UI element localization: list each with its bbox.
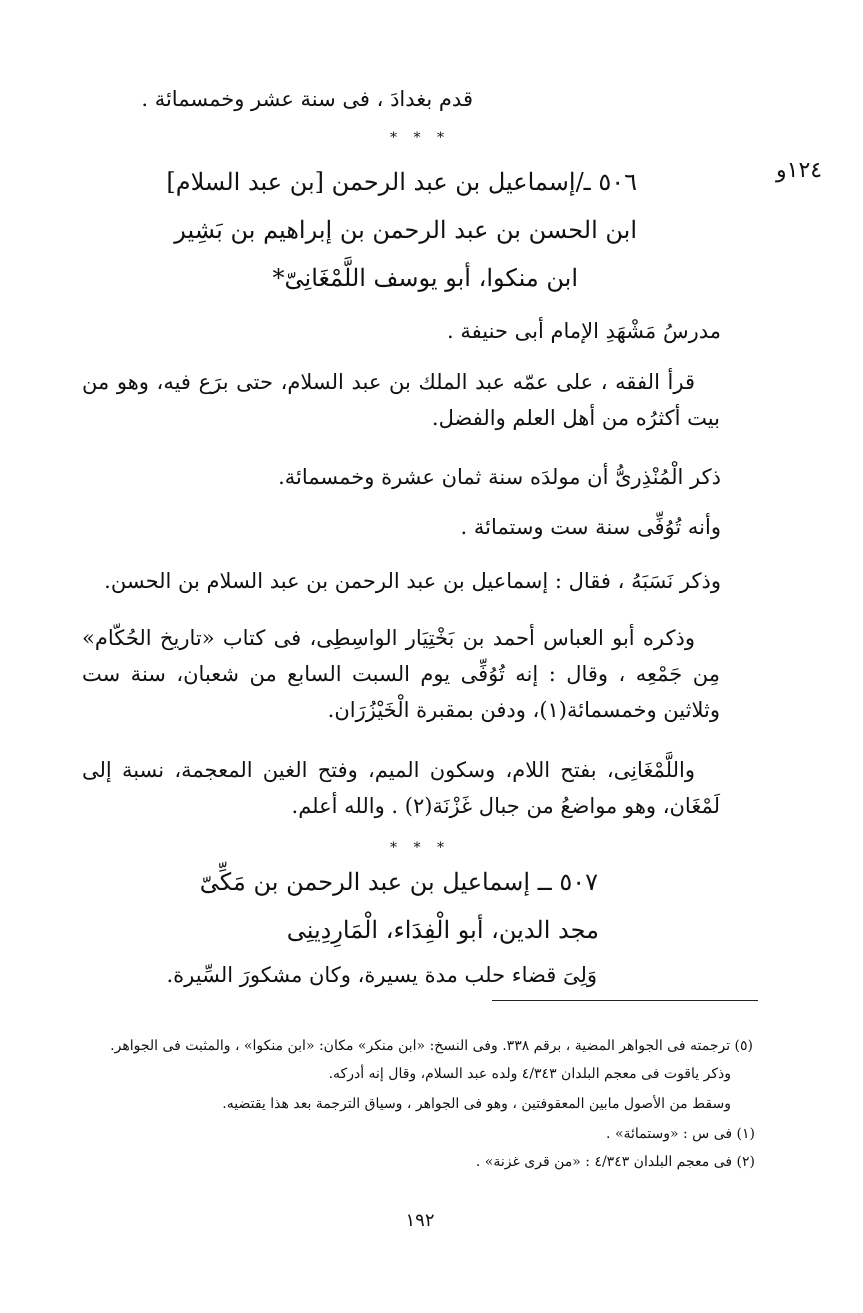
entry-506-para-6: وذكره أبو العباس أحمد بن بَخْتِيَار الواسِطِى، فى كتاب «تاريخ الحُكّام» مِن جَمْعِه ، وقال : إنه تُوُفِّى يوم السبت السابع من شعبان، سنة ست وثلاثين وخمسمائة(١)، ودفن بمقبرة الْخَيْزُرَان. [82, 626, 720, 722]
entry-506-para-5: وذكر نَسَبَهُ ، فقال : إسماعيل بن عبد الرحمن بن عبد السلام بن الحسن. [104, 569, 721, 593]
footnote-star-line1: (٥) ترجمته فى الجواهر المضية ، برقم ٣٣٨. وفى النسخ: «ابن منكر» مكان: «ابن منكوا» ، والمثبت فى الجواهر. [110, 1038, 753, 1054]
entry-507-heading-line2: مجد الدين، أبو الْفِدَاء، الْمَارِدِينِى [286, 916, 599, 944]
entry-506-para-2: قرأ الفقه ، على عمّه عبد الملك بن عبد السلام، حتى برَع فيه، وهو من بيت أكثرُه من أهل العلم والفضل. [82, 370, 720, 430]
footnote-star-line2: وذكر ياقوت فى معجم البلدان ٤/٣٤٣ ولده عبد السلام، وقال إنه أدركه. [328, 1066, 731, 1082]
entry-506-para-4: وأنه تُوُفِّى سنة ست وستمائة . [460, 515, 721, 539]
separator-2: * * * [390, 840, 450, 856]
entry-506-heading-line2: ابن الحسن بن عبد الرحمن بن إبراهيم بن بَشِير [174, 216, 637, 244]
separator-1: * * * [390, 130, 450, 146]
entry-506-heading-line3: ابن منكوا، أبو يوسف اللَّمْغَانِىّ* [272, 264, 578, 292]
footnote-star-line3: وسقط من الأصول مابين المعقوفتين ، وهو فى الجواهر ، وسياق الترجمة بعد هذا يقتضيه. [222, 1096, 731, 1112]
entry-507-heading-line1: ٥٠٧ ــ إسماعيل بن عبد الرحمن بن مَكِّىّ [199, 868, 598, 896]
entry-506-heading-line1: ٥٠٦ ـ/إسماعيل بن عبد الرحمن [بن عبد السلام] [166, 168, 637, 196]
footnote-rule [492, 1000, 758, 1001]
continuation-line: قدم بغدادَ ، فى سنة عشر وخمسمائة . [141, 87, 473, 111]
entry-507-para-1: وَلِىَ قضاء حلب مدة يسيرة، وكان مشكورَ السِّيرة. [166, 963, 597, 987]
entry-506-para-1: مدرسُ مَشْهَدِ الإمام أبى حنيفة . [447, 319, 721, 343]
footnote-1: (١) فى س : «وستمائة» . [606, 1126, 755, 1142]
folio-marker: ١٢٤و [776, 158, 823, 183]
entry-506-para-7: واللَّمْغَانِى، بفتح اللام، وسكون الميم، وفتح الغين المعجمة، نسبة إلى لَمْغَان، وهو مواضعُ من جبال غَزْنَة(٢) . والله أعلم. [82, 758, 720, 818]
entry-506-para-3: ذكر الْمُنْذِرىُّ أن مولدَه سنة ثمان عشرة وخمسمائة. [278, 465, 721, 489]
page-number: ١٩٢ [405, 1210, 435, 1231]
footnote-2: (٢) فى معجم البلدان ٤/٣٤٣ : «من قرى غزنة» . [475, 1154, 755, 1170]
